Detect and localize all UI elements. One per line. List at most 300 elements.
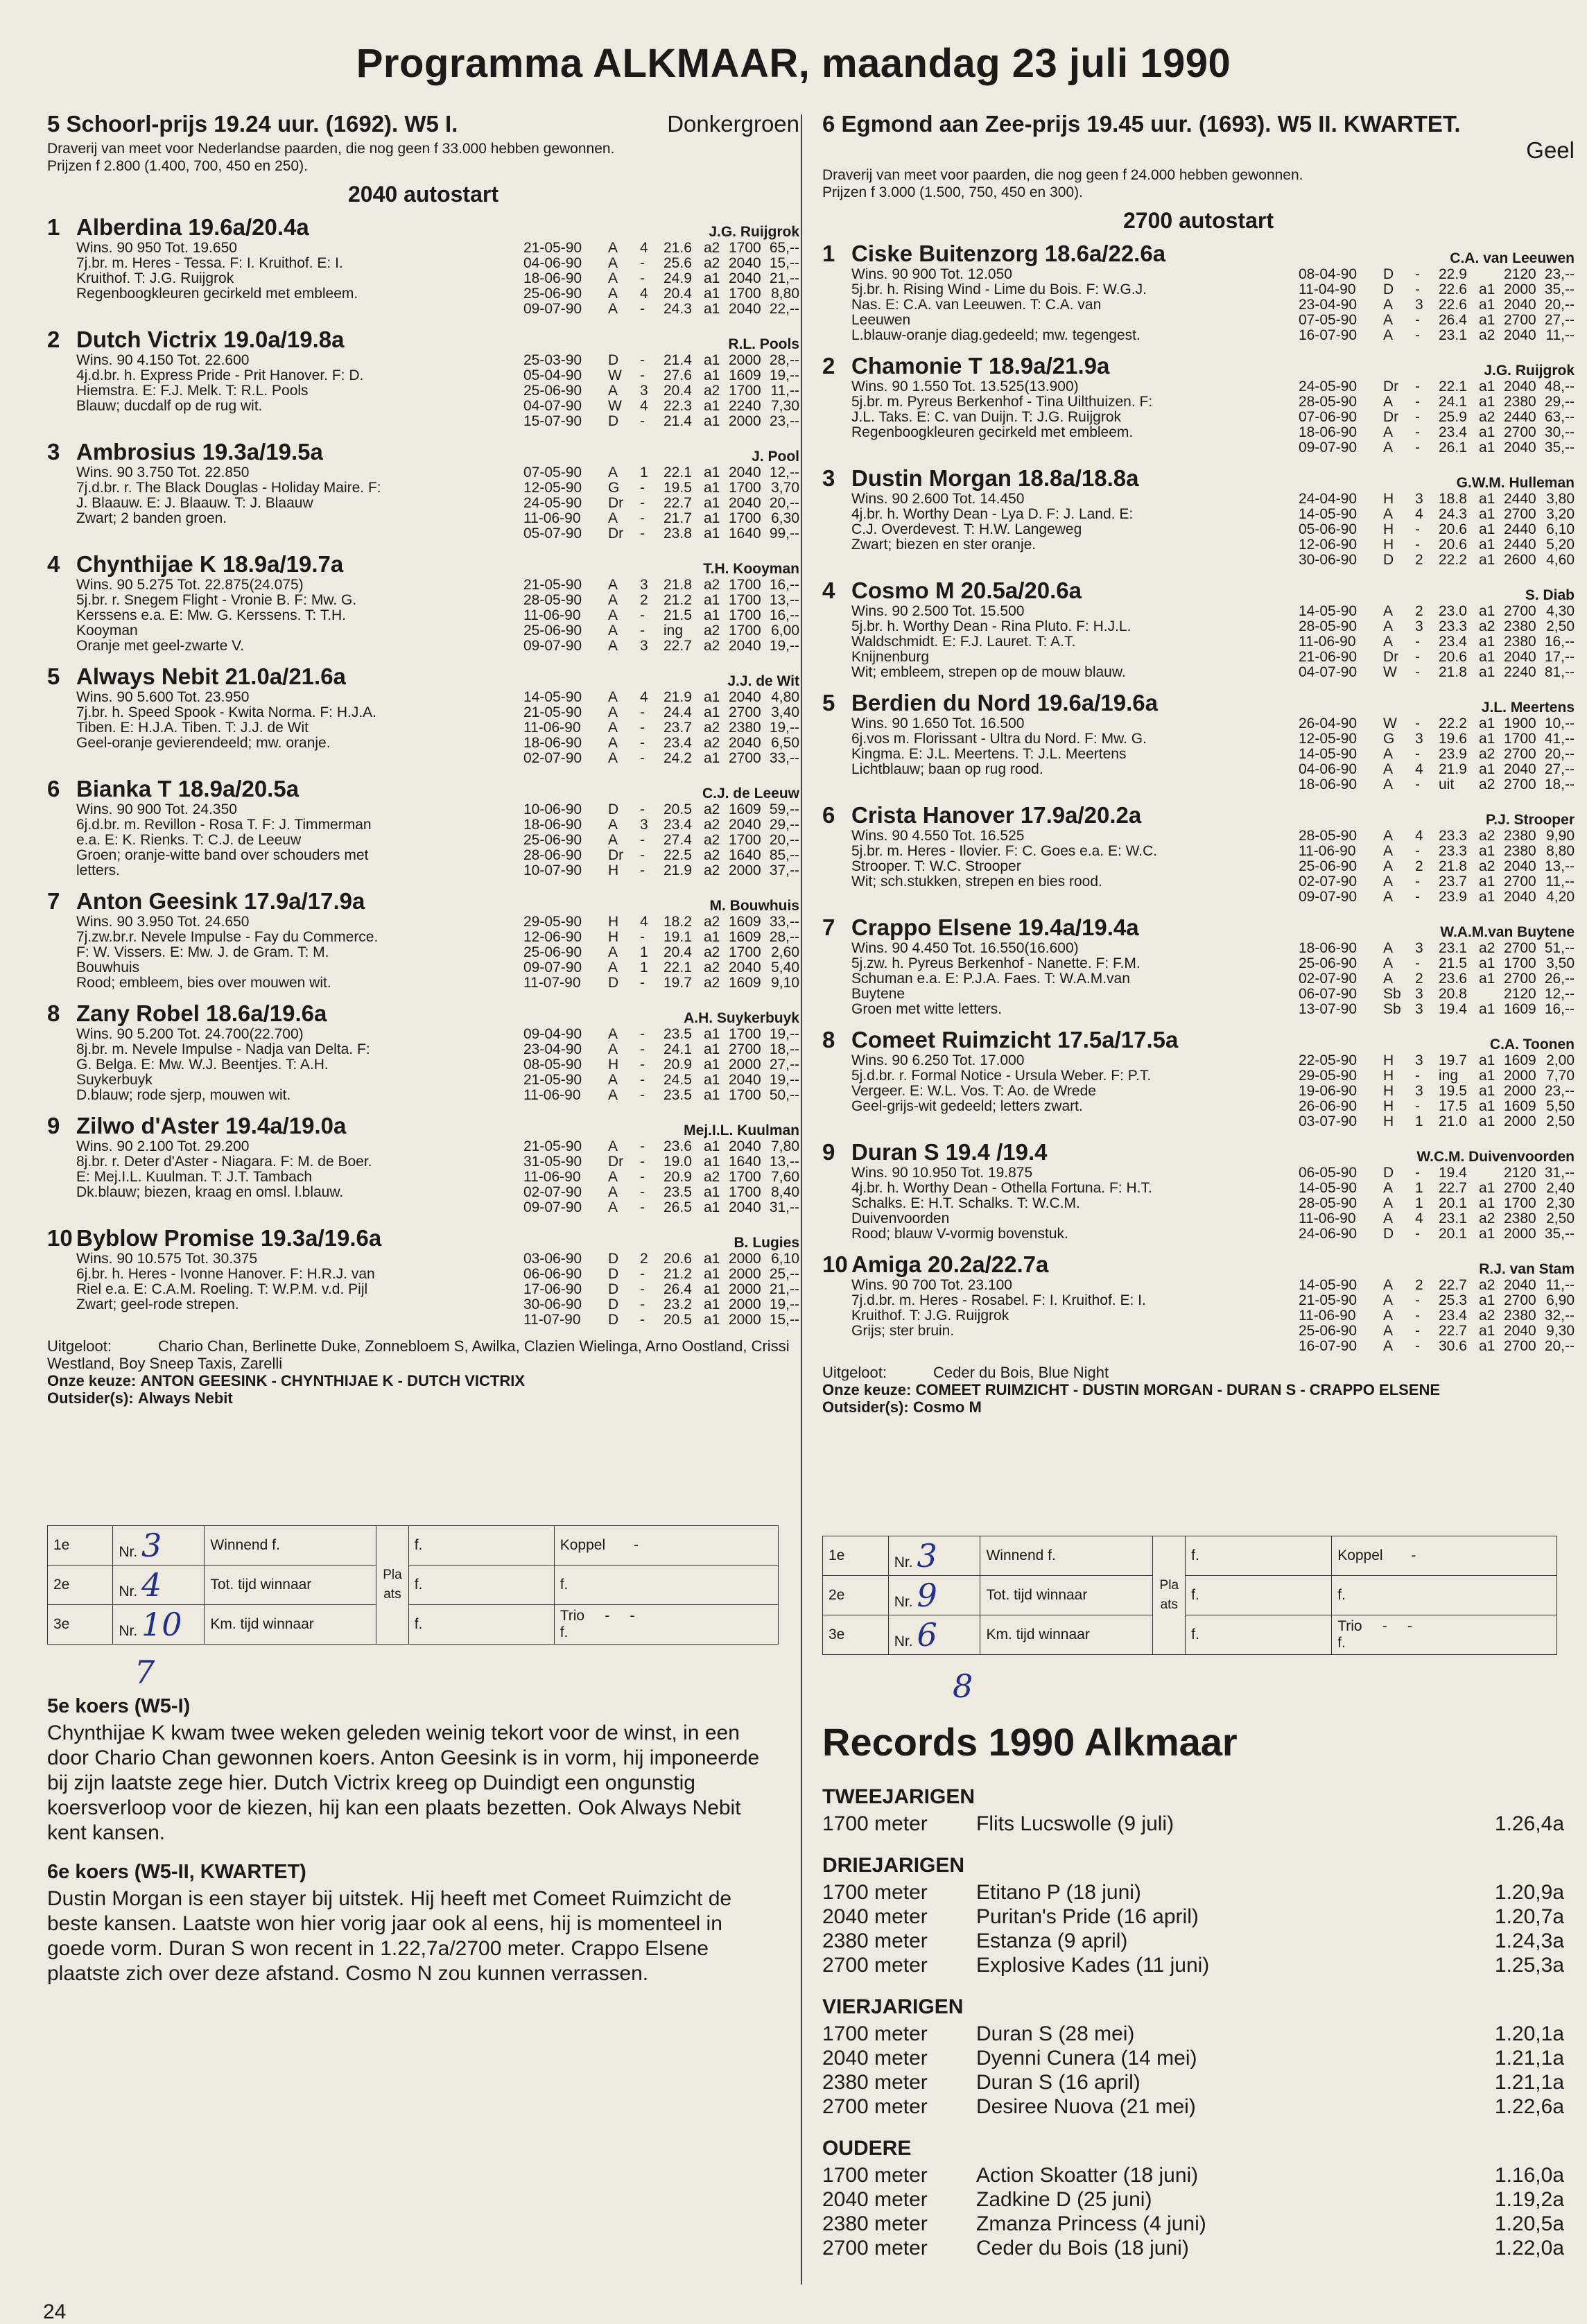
- winnend-cell[interactable]: Winnend f.: [205, 1526, 376, 1566]
- race-conditions-line: Draverij van meet voor paarden, die nog geen f 24.000 hebben gewonnen.: [822, 167, 1303, 183]
- run-odds: 2,40: [1546, 1180, 1575, 1196]
- run-track: H: [1383, 1113, 1394, 1129]
- horse-info-line: Wins. 90 950 Tot. 19.650: [76, 241, 237, 256]
- plaats-f-3[interactable]: f.: [408, 1605, 554, 1645]
- run-start: a1: [1479, 716, 1495, 731]
- run-date: 17-06-90: [523, 1281, 582, 1297]
- run-row: [1299, 890, 1575, 905]
- run-odds: 19,--: [769, 638, 799, 654]
- nr-cell[interactable]: [888, 1576, 980, 1615]
- horse-info: [851, 941, 1299, 1017]
- run-time: 19.1: [664, 929, 692, 945]
- run-place: 4: [1415, 506, 1423, 522]
- run-start: a1: [704, 367, 720, 383]
- horse-details: [851, 604, 1575, 680]
- run-distance: 1609: [729, 367, 761, 383]
- run-row: [1299, 1002, 1575, 1017]
- run-distance: 2000: [729, 352, 761, 368]
- run-start: a1: [1479, 394, 1495, 410]
- nr-cell[interactable]: [888, 1615, 980, 1655]
- horse-header: [47, 1000, 799, 1027]
- run-date: 05-07-90: [523, 526, 582, 541]
- run-row: [523, 802, 799, 817]
- handwritten-number: 4: [141, 1566, 162, 1604]
- run-place: -: [1415, 281, 1420, 297]
- run-date: 18-06-90: [523, 817, 582, 833]
- record-time: 1.20,9a: [1494, 1881, 1564, 1904]
- rank-2: 2e: [48, 1566, 113, 1605]
- nr-cell[interactable]: [113, 1605, 205, 1645]
- run-time: 19.4: [1439, 1165, 1467, 1181]
- horse-info-line: 7j.d.br. m. Heres - Rosabel. F: I. Kruithof. E: I.: [851, 1293, 1146, 1308]
- horse-entry: [822, 690, 1575, 792]
- nr-cell[interactable]: [888, 1536, 980, 1576]
- run-row: [1299, 874, 1575, 890]
- run-row: [1299, 1165, 1575, 1181]
- run-start: a1: [1479, 843, 1495, 859]
- run-distance: 2040: [1504, 761, 1536, 777]
- run-row: [523, 623, 799, 639]
- run-distance: 2000: [1504, 1083, 1536, 1099]
- run-row: [1299, 1226, 1575, 1242]
- race-distance: 2040 autostart: [348, 182, 498, 207]
- run-odds: 35,--: [1544, 281, 1575, 297]
- run-distance: 2380: [1504, 1211, 1536, 1226]
- horse-number: 6: [47, 776, 60, 801]
- run-time: 19.7: [1439, 1052, 1467, 1068]
- run-row: [523, 353, 799, 368]
- run-odds: 35,--: [1544, 1226, 1575, 1242]
- run-row: [1299, 282, 1575, 297]
- plaats-f-1[interactable]: f.: [408, 1526, 554, 1566]
- plaats-f-2[interactable]: f.: [1186, 1576, 1332, 1615]
- run-row: [1299, 537, 1575, 553]
- trio-dash: -: [1382, 1618, 1387, 1634]
- koppel-label: Koppel: [560, 1537, 606, 1553]
- run-start: a1: [704, 1154, 720, 1170]
- run-date: 04-06-90: [1299, 761, 1358, 777]
- horse-header: [47, 664, 799, 690]
- recent-runs: [523, 578, 799, 654]
- record-row: [822, 1929, 1564, 1953]
- km-tijd-cell[interactable]: Km. tijd winnaar: [980, 1615, 1153, 1655]
- horse-info: [851, 379, 1299, 456]
- horse-info-line: Lichtblauw; baan op rug rood.: [851, 762, 1043, 777]
- run-date: 31-05-90: [523, 1154, 582, 1170]
- run-odds: 19,--: [769, 1026, 799, 1042]
- run-distance: 2000: [729, 862, 761, 878]
- race-title: 6 Egmond aan Zee-prijs 19.45 uur. (1693). W5 II. KWARTET.: [822, 111, 1461, 137]
- run-date: 28-05-90: [523, 592, 582, 608]
- run-distance: 2380: [1504, 634, 1536, 650]
- plaats-f-1[interactable]: f.: [1186, 1536, 1332, 1576]
- horse-info-line: 7j.br. m. Heres - Tessa. F: I. Kruithof. E: I.: [76, 256, 343, 271]
- run-date: 09-07-90: [1299, 440, 1358, 456]
- run-time: 21.9: [664, 689, 692, 705]
- run-start: a2: [704, 801, 720, 817]
- horse-number: 4: [47, 551, 60, 577]
- run-place: 1: [640, 944, 648, 960]
- recent-runs: [523, 1027, 799, 1103]
- run-place: 3: [1415, 1052, 1423, 1068]
- race-prizes-line: Prijzen f 3.000 (1.500, 750, 450 en 300).: [822, 184, 1083, 200]
- withdrawn-label: Uitgeloot:: [47, 1337, 112, 1355]
- nr-cell[interactable]: [113, 1566, 205, 1605]
- run-time: 24.4: [664, 704, 692, 720]
- run-start: a2: [704, 817, 720, 833]
- pick-line: [47, 1372, 799, 1389]
- run-row: [1299, 987, 1575, 1002]
- run-place: 2: [1415, 971, 1423, 987]
- run-track: D: [608, 1281, 619, 1297]
- run-odds: 23,--: [1544, 266, 1575, 282]
- horse-info-line: Wins. 90 1.550 Tot. 13.525(13.900): [851, 379, 1079, 394]
- horse-number: 7: [47, 888, 60, 914]
- run-place: -: [640, 1154, 645, 1170]
- run-start: a2: [704, 577, 720, 593]
- horse-details: [76, 353, 799, 429]
- horse-details: [76, 241, 799, 317]
- run-start: a1: [1479, 281, 1495, 297]
- run-distance: 2040: [1504, 440, 1536, 456]
- run-start: a1: [704, 352, 720, 368]
- run-start: a1: [704, 689, 720, 705]
- run-odds: 31,--: [1544, 1165, 1575, 1181]
- recent-runs: [1299, 716, 1575, 792]
- run-track: A: [608, 817, 618, 833]
- plaats-f-2[interactable]: f.: [408, 1566, 554, 1605]
- winnend-cell[interactable]: Winnend f.: [980, 1536, 1153, 1576]
- horse-details: [76, 914, 799, 991]
- run-odds: 28,--: [769, 352, 799, 368]
- run-date: 18-06-90: [1299, 777, 1358, 792]
- run-date: 18-06-90: [523, 270, 582, 286]
- run-row: [523, 1042, 799, 1057]
- run-time: 23.0: [1439, 603, 1467, 619]
- withdrawn-line: [47, 1337, 799, 1372]
- run-time: 23.6: [664, 1138, 692, 1154]
- run-date: 16-07-90: [1299, 1338, 1358, 1354]
- run-distance: 2700: [1504, 506, 1536, 522]
- race-color: Donkergroen: [667, 111, 799, 137]
- horse-details: [76, 1027, 799, 1103]
- trainer-name: W.C.M. Duivenvoorden: [1416, 1149, 1575, 1165]
- race-prizes-line: Prijzen f 2.800 (1.400, 700, 450 en 250).: [47, 158, 308, 174]
- run-odds: 16,--: [769, 577, 799, 593]
- run-distance: 2700: [1504, 1292, 1536, 1308]
- run-odds: 8,80: [771, 286, 799, 302]
- run-distance: 2700: [1504, 424, 1536, 440]
- run-distance: 1700: [729, 1087, 761, 1103]
- run-place: 3: [640, 638, 648, 654]
- run-track: A: [1383, 424, 1394, 440]
- record-distance: 2040 meter: [822, 2047, 928, 2070]
- koppel-f-cell[interactable]: f.: [554, 1566, 778, 1605]
- run-track: A: [608, 704, 618, 720]
- run-track: A: [608, 577, 618, 593]
- run-odds: 21,--: [769, 1281, 799, 1297]
- run-time: 22.6: [1439, 297, 1467, 313]
- run-distance: 2700: [1504, 1180, 1536, 1196]
- run-start: a1: [1479, 664, 1495, 680]
- run-start: a2: [704, 944, 720, 960]
- horse-info-line: Wit; sch.stukken, strepen en bies rood.: [851, 874, 1102, 890]
- run-odds: 17,--: [1544, 649, 1575, 665]
- horse-name: Ambrosius 19.3a/19.5a: [76, 439, 323, 465]
- run-distance: 2040: [1504, 1277, 1536, 1293]
- record-row: [822, 1905, 1564, 1929]
- record-distance: 2380 meter: [822, 1930, 928, 1952]
- records-section: [822, 1719, 1564, 2278]
- horse-header: [47, 776, 799, 802]
- run-track: D: [608, 1297, 619, 1312]
- horse-name: Zilwo d'Aster 19.4a/19.0a: [76, 1113, 347, 1138]
- run-row: [523, 975, 799, 991]
- run-start: a1: [704, 1184, 720, 1200]
- run-start: a2: [1479, 1211, 1495, 1226]
- run-row: [1299, 1181, 1575, 1196]
- horse-info-line: letters.: [76, 863, 121, 878]
- run-time: 20.4: [664, 383, 692, 399]
- race-conditions: [47, 140, 799, 175]
- outsider-label: Outsider(s):: [822, 1398, 909, 1416]
- horse-info-line: Vergeer. E: W.L. Vos. T: Ao. de Wrede: [851, 1084, 1096, 1099]
- run-track: A: [1383, 874, 1394, 890]
- run-row: [1299, 522, 1575, 537]
- run-date: 09-07-90: [523, 301, 582, 317]
- run-start: a2: [1479, 327, 1495, 343]
- horse-number: 3: [47, 439, 60, 465]
- horse-entry: [47, 327, 799, 429]
- commentary-heading-race-6: 6e koers (W5-II, KWARTET): [47, 1861, 306, 1883]
- horse-info: [851, 267, 1299, 343]
- trainer-name: C.A. van Leeuwen: [1450, 250, 1575, 266]
- horse-info: [76, 241, 523, 317]
- run-row: [1299, 604, 1575, 619]
- run-odds: 20,--: [769, 495, 799, 511]
- run-track: A: [1383, 1277, 1394, 1293]
- horse-list: [822, 241, 1575, 1354]
- run-track: Sb: [1383, 1001, 1401, 1017]
- horse-info-line: Bouwhuis: [76, 960, 140, 975]
- run-distance: 2040: [1504, 297, 1536, 313]
- nr-cell[interactable]: [113, 1526, 205, 1566]
- run-place: -: [640, 1041, 645, 1057]
- run-place: -: [640, 1297, 645, 1312]
- run-place: 4: [640, 689, 648, 705]
- run-date: 26-04-90: [1299, 716, 1358, 731]
- horse-info-line: 8j.br. m. Nevele Impulse - Nadja van Delta. F:: [76, 1042, 370, 1057]
- run-place: -: [640, 704, 645, 720]
- run-distance: 2000: [729, 413, 761, 429]
- run-row: [523, 817, 799, 833]
- horse-name: Berdien du Nord 19.6a/19.6a: [851, 690, 1159, 716]
- run-odds: 7,70: [1546, 1068, 1575, 1084]
- record-row: [822, 2046, 1564, 2070]
- run-odds: 11,--: [770, 383, 799, 399]
- run-row: [523, 1312, 799, 1328]
- run-place: 4: [640, 398, 648, 414]
- run-row: [1299, 1053, 1575, 1068]
- tot-tijd-cell[interactable]: Tot. tijd winnaar: [980, 1576, 1153, 1615]
- horse-info: [76, 1027, 523, 1103]
- run-distance: 1700: [729, 510, 761, 526]
- run-row: [523, 399, 799, 414]
- run-odds: 6,90: [1546, 1292, 1575, 1308]
- trainer-name: G.W.M. Hulleman: [1456, 475, 1575, 491]
- horse-header: [47, 551, 799, 578]
- horse-name: Crista Hanover 17.9a/20.2a: [851, 802, 1142, 828]
- trainer-name: J. Pool: [752, 449, 799, 465]
- run-place: -: [640, 270, 645, 286]
- run-start: a1: [1479, 1068, 1495, 1084]
- trio-cell[interactable]: [1332, 1615, 1557, 1655]
- run-track: A: [1383, 1323, 1394, 1339]
- run-track: A: [608, 1041, 618, 1057]
- run-time: 23.9: [1439, 889, 1467, 905]
- run-time: 22.1: [1439, 379, 1467, 394]
- run-start: a1: [1479, 1098, 1495, 1114]
- run-time: 19.7: [664, 975, 692, 991]
- run-row: [1299, 394, 1575, 410]
- record-group: [822, 1785, 1564, 1836]
- run-odds: 4,60: [1546, 552, 1575, 568]
- run-start: a1: [1479, 1001, 1495, 1017]
- run-start: a1: [1479, 971, 1495, 987]
- run-odds: 50,--: [769, 1087, 799, 1103]
- record-holder: Duran S (28 mei): [976, 2022, 1135, 2045]
- run-time: 22.1: [664, 465, 692, 480]
- run-start: a1: [1479, 1113, 1495, 1129]
- run-time: 26.5: [664, 1199, 692, 1215]
- run-place: -: [1415, 312, 1420, 328]
- run-track: A: [1383, 761, 1394, 777]
- horse-header: [822, 1139, 1575, 1165]
- record-group: [822, 2137, 1564, 2260]
- run-track: D: [1383, 281, 1394, 297]
- tot-tijd-cell[interactable]: Tot. tijd winnaar: [205, 1566, 376, 1605]
- run-time: 22.7: [664, 495, 692, 511]
- record-row: [822, 2095, 1564, 2119]
- plaats-label: Plaats: [376, 1526, 409, 1645]
- horse-name: Alberdina 19.6a/20.4a: [76, 214, 309, 240]
- run-place: -: [640, 1312, 645, 1328]
- nr-label: Nr.: [894, 1594, 913, 1610]
- horse-info-line: Groen; oranje-witte band over schouders met: [76, 848, 369, 863]
- trio-dash: -: [630, 1608, 635, 1624]
- run-time: 21.7: [664, 510, 692, 526]
- run-distance: 2000: [729, 1266, 761, 1282]
- run-date: 21-06-90: [1299, 649, 1358, 665]
- run-date: 08-04-90: [1299, 266, 1358, 282]
- run-track: A: [608, 255, 618, 271]
- horse-info-line: L.blauw-oranje diag.gedeeld; mw. tegengest.: [851, 328, 1141, 343]
- run-date: 14-05-90: [1299, 1277, 1358, 1293]
- km-tijd-cell[interactable]: Km. tijd winnaar: [205, 1605, 376, 1645]
- rank-3: 3e: [823, 1615, 889, 1655]
- horse-info-line: Wins. 90 2.500 Tot. 15.500: [851, 604, 1025, 619]
- run-row: [523, 465, 799, 480]
- run-time: 20.9: [664, 1169, 692, 1185]
- run-date: 10-06-90: [523, 801, 582, 817]
- run-distance: 1700: [729, 623, 761, 639]
- run-start: a1: [1479, 297, 1495, 313]
- run-time: 20.9: [664, 1057, 692, 1073]
- records-groups: [822, 1785, 1564, 2260]
- run-row: [1299, 1114, 1575, 1129]
- trio-cell[interactable]: [554, 1605, 778, 1645]
- run-row: [523, 1088, 799, 1103]
- run-distance: 2440: [1504, 491, 1536, 507]
- horse-number: 8: [822, 1027, 835, 1052]
- run-odds: 19,--: [769, 367, 799, 383]
- horse-info-line: Wins. 90 1.650 Tot. 16.500: [851, 716, 1025, 731]
- run-track: D: [1383, 266, 1394, 282]
- rank-1: 1e: [48, 1526, 113, 1566]
- recent-runs: [1299, 1278, 1575, 1354]
- koppel-cell[interactable]: [554, 1526, 778, 1566]
- record-row: [822, 2070, 1564, 2095]
- run-row: [1299, 716, 1575, 731]
- run-time: 24.3: [664, 301, 692, 317]
- run-date: 13-07-90: [1299, 1001, 1358, 1017]
- horse-info-line: 6j.br. h. Heres - Ivonne Hanover. F: H.R.J. van: [76, 1267, 375, 1282]
- run-track: A: [608, 944, 618, 960]
- horse-info-line: Wins. 90 2.600 Tot. 14.450: [851, 492, 1025, 507]
- run-odds: 19,--: [769, 1072, 799, 1088]
- plaats-f-3[interactable]: f.: [1186, 1615, 1332, 1655]
- run-place: -: [1415, 1165, 1420, 1181]
- run-row: [523, 930, 799, 945]
- run-start: a2: [1479, 858, 1495, 874]
- koppel-label: Koppel: [1337, 1547, 1383, 1563]
- run-time: 22.7: [664, 638, 692, 654]
- horse-info-line: C.J. Overdevest. T: H.W. Langeweg: [851, 522, 1082, 537]
- run-distance: 2120: [1504, 1165, 1536, 1181]
- koppel-f-cell[interactable]: f.: [1332, 1576, 1557, 1615]
- run-date: 11-06-90: [523, 1087, 581, 1103]
- run-distance: 2040: [729, 960, 761, 975]
- run-odds: 5,20: [1546, 537, 1575, 553]
- horse-name: Amiga 20.2a/22.7a: [851, 1251, 1049, 1277]
- run-start: a1: [1479, 1195, 1495, 1211]
- horse-entry: [47, 551, 799, 654]
- run-place: -: [1415, 1323, 1420, 1339]
- run-start: a1: [1479, 874, 1495, 890]
- horse-info-line: 5j.br. r. Snegem Flight - Vronie B. F: Mw. G.: [76, 593, 357, 608]
- record-distance: 1700 meter: [822, 1812, 928, 1835]
- run-odds: 6,10: [771, 1251, 799, 1267]
- run-place: 1: [640, 960, 648, 975]
- horse-info-line: Schalks. E: H.T. Schalks. T: W.C.M.: [851, 1196, 1080, 1211]
- run-date: 29-05-90: [1299, 1068, 1358, 1084]
- horse-details: [851, 716, 1575, 792]
- run-track: A: [608, 638, 618, 654]
- koppel-cell[interactable]: [1332, 1536, 1557, 1576]
- trio-dash: -: [605, 1608, 610, 1624]
- run-distance: 2440: [1504, 537, 1536, 553]
- run-odds: 5,50: [1546, 1098, 1575, 1114]
- run-distance: 2000: [729, 1312, 761, 1328]
- run-distance: 1609: [729, 929, 761, 945]
- run-row: [1299, 297, 1575, 313]
- run-track: D: [1383, 552, 1394, 568]
- run-distance: 2040: [1504, 1323, 1536, 1339]
- horse-info-line: 4j.br. h. Worthy Dean - Lya D. F: J. Land. E:: [851, 507, 1134, 522]
- record-distance: 2040 meter: [822, 2188, 928, 2211]
- run-place: -: [1415, 1308, 1420, 1324]
- race-title: 5 Schoorl-prijs 19.24 uur. (1692). W5 I.: [47, 111, 458, 137]
